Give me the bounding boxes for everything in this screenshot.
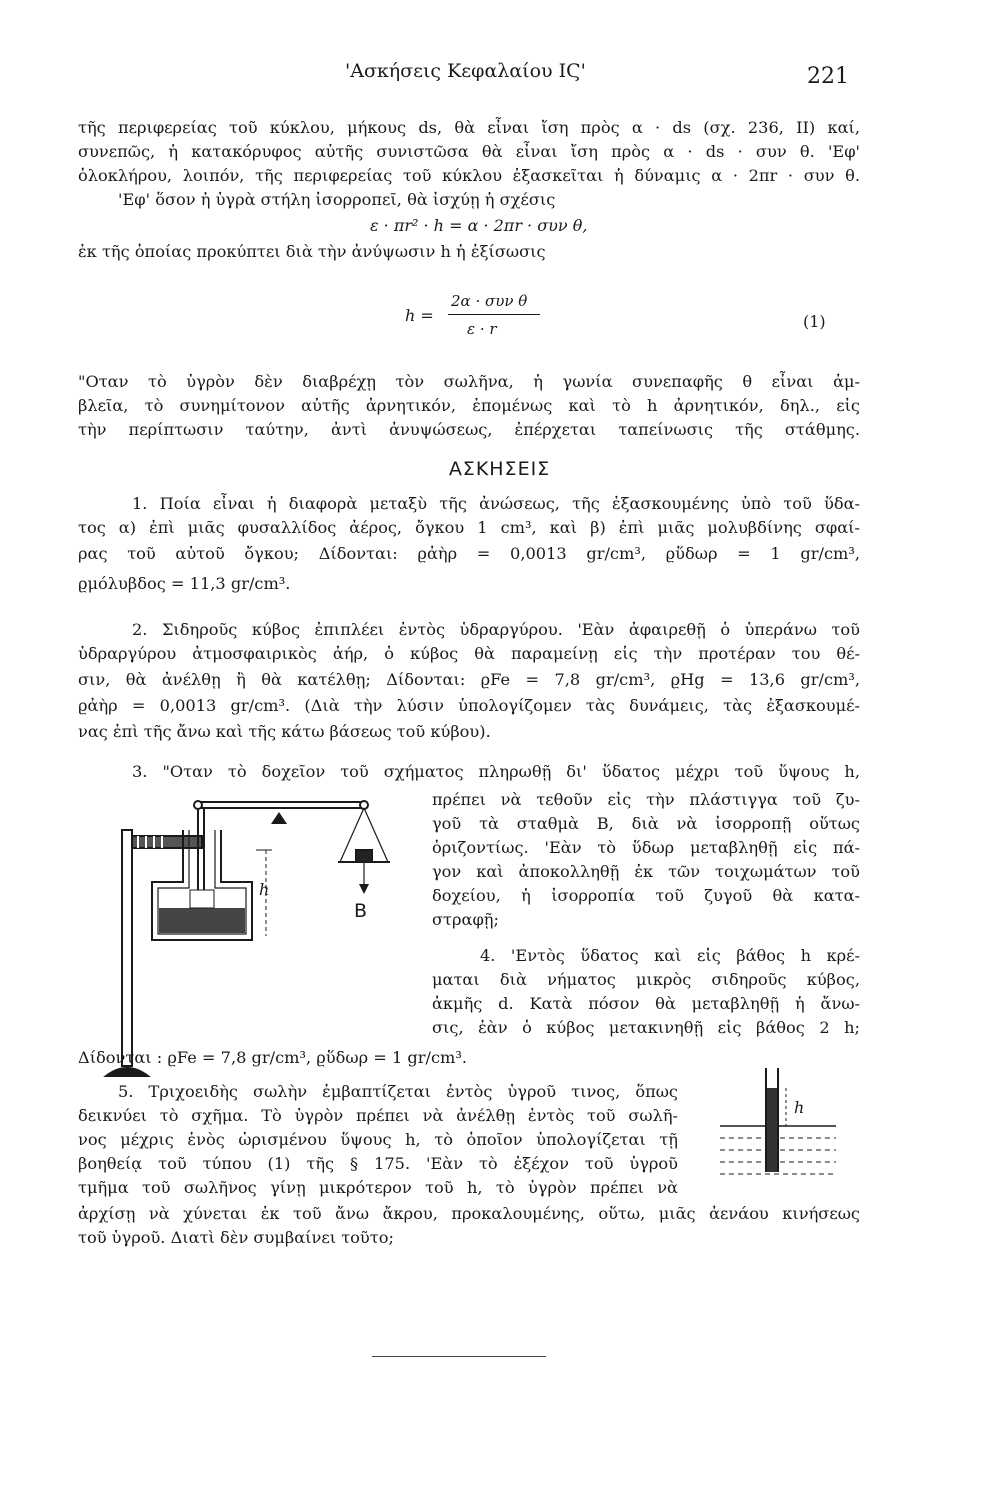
exercise-1-line: ϱμόλυβδος = 11,3 gr/cm³.	[78, 574, 291, 593]
exercise-4-given: Δίδονται : ϱFe = 7,8 gr/cm³, ϱὕδωρ = 1 gr/cm³.	[78, 1048, 468, 1067]
running-header	[0, 58, 999, 88]
exercise-3-line: ὁριζοντίως. 'Εὰν τὸ ὕδωρ μεταβληθῇ εἰς πά-	[432, 838, 860, 857]
text-line: βλεῖα, τὸ συνημίτονον αὐτῆς ἀρνητικόν, ἑπομένως καὶ τὸ h ἀρνητικόν, δηλ., εἰς	[78, 396, 860, 415]
equation-tag: (1)	[803, 312, 826, 331]
exercise-2-line: ϱἀὴρ = 0,0013 gr/cm³. (Διὰ τὴν λύσιν ὑπολογίζομεν τὰς δυνάμεις, τὰς ἐξασκουμέ-	[78, 696, 860, 715]
equation-lhs: h =	[405, 306, 434, 325]
fraction-bar	[448, 314, 540, 315]
section-heading: ΑΣΚΗΣΕΙΣ	[448, 458, 551, 480]
exercise-4-line: μαται διὰ νήματος μικρὸς σιδηροῦς κύβος,	[432, 970, 860, 989]
end-rule	[372, 1356, 546, 1357]
exercise-3-line: πρέπει νὰ τεθοῦν εἰς τὴν πλάστιγγα τοῦ ζυ-	[432, 790, 860, 809]
balance-figure	[80, 790, 430, 1080]
exercise-5-line: τοῦ ὑγροῦ. Διατὶ δὲν συμβαίνει τοῦτο;	[78, 1228, 394, 1247]
exercise-2-line: σιν, θὰ ἀνέλθῃ ἢ θὰ κατέλθῃ; Δίδονται: ϱFe = 7,8 gr/cm³, ϱHg = 13,6 gr/cm³,	[78, 670, 860, 689]
text-line: τὴν περίπτωσιν ταύτην, ἀντὶ ἀνυψώσεως, ἐπέρχεται ταπείνωσις τῆς στάθμης.	[78, 420, 860, 439]
fraction-numerator: 2α · συν θ	[451, 292, 528, 310]
capillary-figure	[716, 1060, 846, 1190]
exercise-2-line: 2. Σιδηροῦς κύβος ἐπιπλέει ἐντὸς ὑδραργύρου. 'Εὰν ἀφαιρεθῇ ὁ ὑπεράνω τοῦ	[132, 620, 860, 639]
exercise-3-line: δοχείου, ἡ ἰσορροπία τοῦ ζυγοῦ θὰ κατα-	[432, 886, 860, 905]
exercise-2-line: νας ἐπὶ τῆς ἄνω καὶ τῆς κάτω βάσεως τοῦ κύβου).	[78, 722, 491, 741]
exercise-5-line: 5. Τριχοειδὴς σωλὴν ἐμβαπτίζεται ἐντὸς ὑγροῦ τινος, ὅπως	[118, 1082, 678, 1101]
exercise-3-line: γοῦ τὰ σταθμὰ Β, διὰ νὰ ἰσορροπῇ οὕτως	[432, 814, 860, 833]
exercise-1-line: τος α) ἐπὶ μιᾶς φυσαλλίδος ἀέρος, ὄγκου 1 cm³, καὶ β) ἐπὶ μιᾶς μολυβδίνης σφαί-	[78, 518, 860, 537]
exercise-1-line: 1. Ποία εἶναι ἡ διαφορὰ μεταξὺ τῆς ἀνώσεως, τῆς ἐξασκουμένης ὑπὸ τοῦ ὕδα-	[132, 494, 860, 513]
exercise-4-line: ἀκμῆς d. Κατὰ πόσον θὰ μεταβληθῇ ἡ ἄνω-	[432, 994, 860, 1013]
exercise-3-line: στραφῇ;	[432, 910, 499, 929]
equation-1: ε · πr² · h = α · 2πr · συν θ,	[370, 216, 588, 235]
text-line: τῆς περιφερείας τοῦ κύκλου, μήκους ds, θὰ εἶναι ἴση πρὸς α · ds (σχ. 236, II) καί,	[78, 118, 860, 137]
exercise-5-line: δεικνύει τὸ σχῆμα. Τὸ ὑγρὸν πρέπει νὰ ἀνέλθῃ ἐντὸς τοῦ σωλῆ-	[78, 1106, 678, 1125]
text-line: "Οταν τὸ ὑγρὸν δὲν διαβρέχῃ τὸν σωλῆνα, ἡ γωνία συνεπαφῆς θ εἶναι ἀμ-	[78, 372, 860, 391]
exercise-1-line: ρας τοῦ αὐτοῦ ὄγκου; Δίδονται: ϱἀὴρ = 0,0013 gr/cm³, ϱὕδωρ = 1 gr/cm³,	[78, 544, 860, 563]
exercise-5-line: τμῆμα τοῦ σωλῆνος γίνῃ μικρότερον τοῦ h, τὸ ὑγρὸν πρέπει νὰ	[78, 1178, 678, 1197]
text-line: ὁλοκλήρου, λοιπόν, τῆς περιφερείας τοῦ κύκλου ἐξασκεῖται ἡ δύναμις α · 2πr · συν θ.	[78, 166, 860, 185]
exercise-4-line: σις, ἐὰν ὁ κύβος μετακινηθῇ εἰς βάθος 2 h;	[432, 1018, 860, 1037]
exercise-5-line: βοηθείᾳ τοῦ τύπου (1) τῆς § 175. 'Εὰν τὸ ἐξέχον τοῦ ὑγροῦ	[78, 1154, 678, 1173]
exercise-3-line: 3. "Οταν τὸ δοχεῖον τοῦ σχήματος πληρωθῇ δι' ὕδατος μέχρι τοῦ ὕψους h,	[132, 762, 860, 781]
exercise-5-line: ἀρχίσῃ νὰ χύνεται ἐκ τοῦ ἄνω ἄκρου, προκαλουμένης, οὕτω, μιᾶς ἀενάου κινήσεως	[78, 1204, 860, 1223]
text-line: 'Εφ' ὅσον ἡ ὑγρὰ στήλη ἰσορροπεῖ, θὰ ἰσχύῃ ἡ σχέσις	[118, 190, 556, 209]
exercise-4-line: 4. 'Εντὸς ὕδατος καὶ εἰς βάθος h κρέ-	[480, 946, 860, 965]
figure-label-h: h	[259, 880, 270, 899]
exercise-2-line: ὑδραργύρου ἀτμοσφαιρικὸς ἀήρ, ὁ κύβος θὰ παραμείνῃ εἰς τὴν προτέραν του θέ-	[78, 644, 860, 663]
exercise-3-line: γον καὶ ἀποκολληθῇ ἐκ τῶν τοιχωμάτων τοῦ	[432, 862, 860, 881]
header-title: 'Ασκήσεις Κεφαλαίου ΙϚ'	[345, 60, 586, 82]
text-line: συνεπῶς, ἡ κατακόρυφος αὐτῆς συνιστῶσα θὰ εἶναι ἴση πρὸς α · ds · συν θ. 'Εφ'	[78, 142, 860, 161]
exercise-5-line: νος μέχρις ἑνὸς ὡρισμένου ὕψους h, τὸ ὁποῖον ὑπολογίζεται τῇ	[78, 1130, 678, 1149]
page-number: 221	[807, 64, 849, 89]
fraction-denominator: ε · r	[467, 320, 497, 338]
figure-label-h: h	[794, 1098, 805, 1117]
text-line: ἐκ τῆς ὁποίας προκύπτει διὰ τὴν ἀνύψωσιν h ἡ ἐξίσωσις	[78, 242, 546, 261]
figure-label-b: B	[354, 900, 368, 922]
